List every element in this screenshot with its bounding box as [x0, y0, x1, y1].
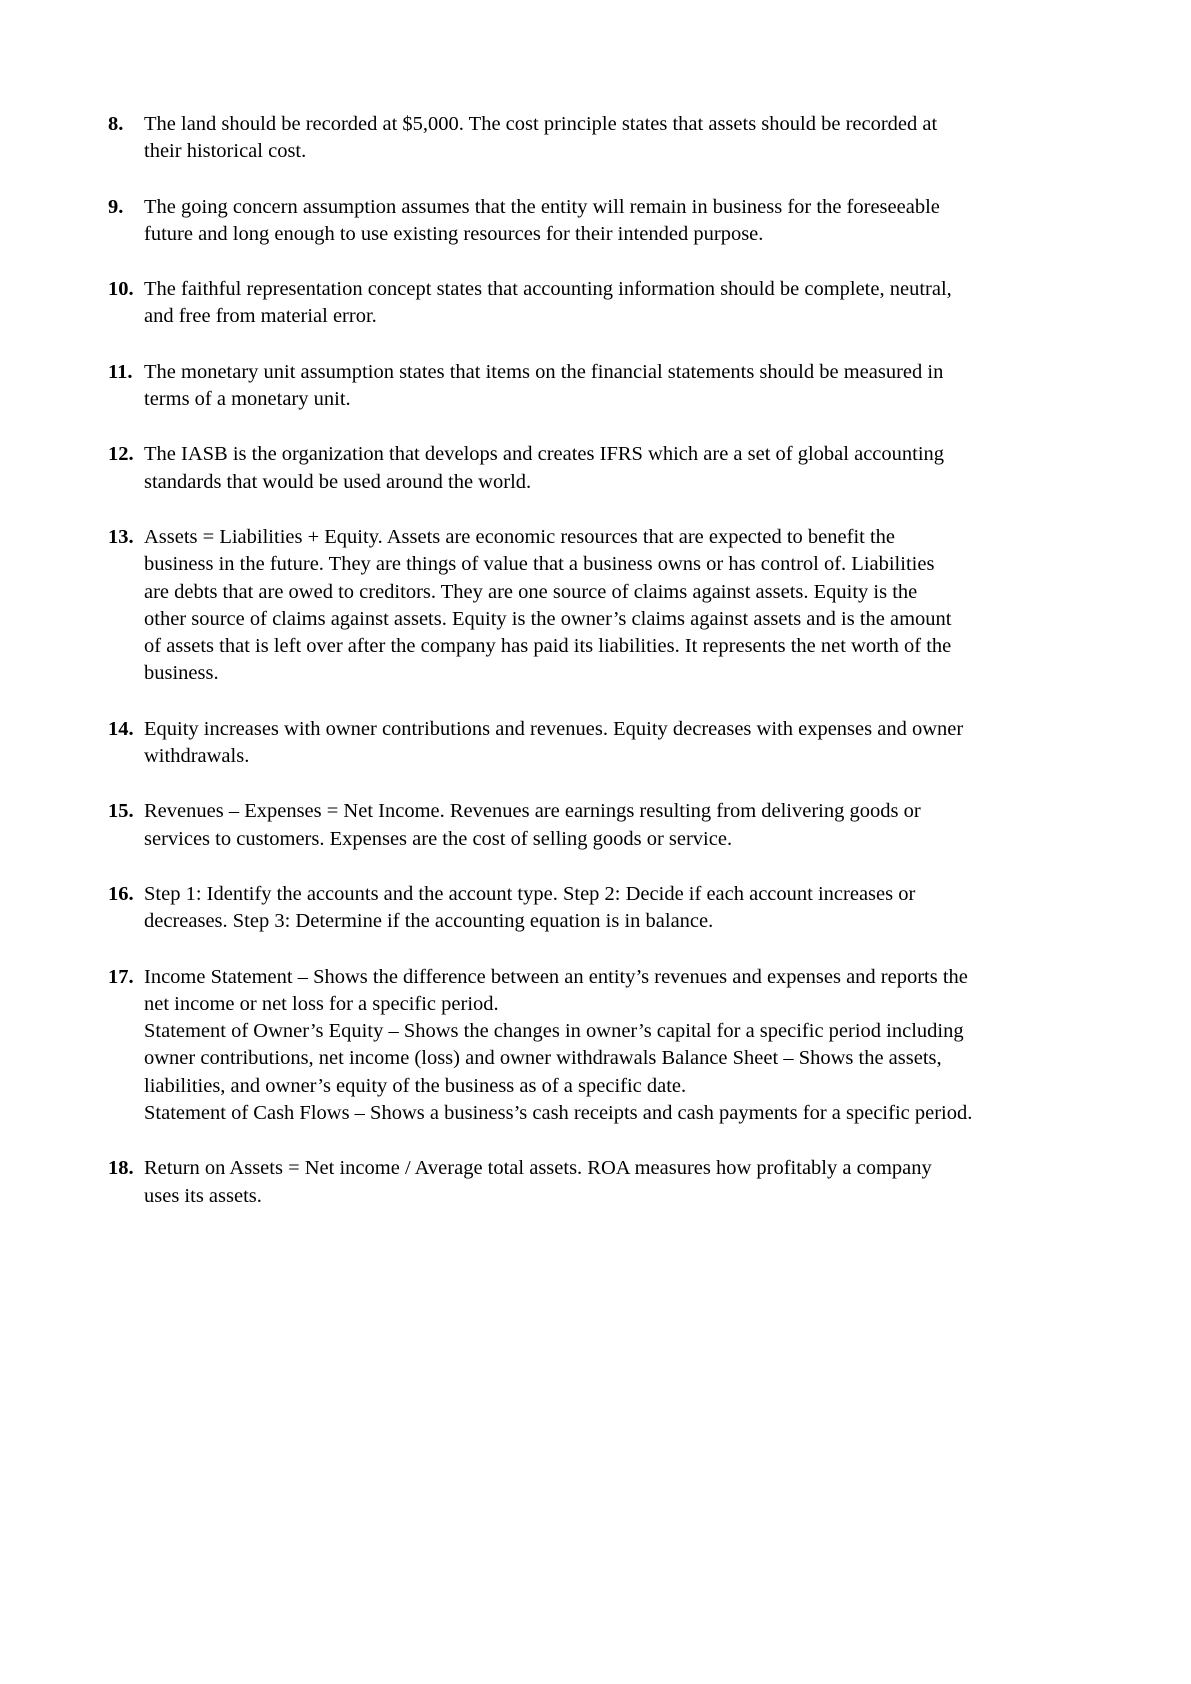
item-text-line: and free from material error.	[144, 305, 377, 328]
answer-item-18	[108, 1155, 1138, 1210]
item-text-line: business.	[144, 662, 219, 685]
item-text-line: owner contributions, net income (loss) and owner withdrawals Balance Sheet – Shows the assets,	[144, 1047, 942, 1070]
item-text-line: The going concern assumption assumes that the entity will remain in business for the foreseeable	[144, 195, 940, 218]
item-number: 17.	[108, 965, 134, 988]
item-text-line: services to customers. Expenses are the cost of selling goods or service.	[144, 827, 733, 850]
item-text-line: Equity increases with owner contributions and revenues. Equity decreases with expenses and owner	[144, 717, 964, 740]
item-text-line: standards that would be used around the world.	[144, 470, 532, 493]
answer-item-9	[108, 194, 1138, 249]
answer-item-17	[108, 964, 1138, 1128]
answer-item-10	[108, 276, 1138, 331]
item-text-line: business in the future. They are things of value that a business owns or has control of. Liabilities	[144, 553, 935, 576]
item-number: 12.	[108, 443, 134, 466]
item-text-line: Statement of Cash Flows – Shows a business’s cash receipts and cash payments for a specific period.	[144, 1102, 973, 1125]
item-number: 10.	[108, 278, 134, 301]
item-text-line: their historical cost.	[144, 140, 307, 163]
answer-item-16	[108, 881, 1138, 936]
item-text-line: Assets = Liabilities + Equity. Assets are economic resources that are expected to benefit the	[144, 525, 896, 548]
item-number: 18.	[108, 1157, 134, 1180]
item-number: 15.	[108, 800, 134, 823]
item-text-line: uses its assets.	[144, 1184, 262, 1207]
item-text-line: liabilities, and owner’s equity of the business as of a specific date.	[144, 1074, 687, 1097]
item-text-line: The monetary unit assumption states that items on the financial statements should be measured in	[144, 360, 944, 383]
item-text-line: Income Statement – Shows the difference between an entity’s revenues and expenses and reports the	[144, 965, 968, 988]
item-number: 16.	[108, 882, 134, 905]
item-text-line: Revenues – Expenses = Net Income. Revenues are earnings resulting from delivering goods or	[144, 800, 921, 823]
item-text-line: are debts that are owed to creditors. They are one source of claims against assets. Equity is the	[144, 580, 918, 603]
answer-list	[108, 111, 1138, 1238]
answer-item-14	[108, 716, 1138, 771]
item-number: 13.	[108, 525, 134, 548]
answer-item-15	[108, 798, 1138, 853]
item-text-line: terms of a monetary unit.	[144, 388, 351, 411]
answer-item-13	[108, 524, 1138, 688]
item-text-line: The land should be recorded at $5,000. The cost principle states that assets should be recorded at	[144, 113, 938, 135]
item-text-line: The IASB is the organization that develops and creates IFRS which are a set of global accounting	[144, 443, 945, 466]
item-text-line: Return on Assets = Net income / Average total assets. ROA measures how profitably a company	[144, 1157, 932, 1180]
item-text-line: Step 1: Identify the accounts and the account type. Step 2: Decide if each account increases or	[144, 882, 916, 905]
item-number: 8.	[108, 113, 124, 135]
item-number: 11.	[108, 360, 133, 383]
item-number: 14.	[108, 717, 134, 740]
answer-item-11	[108, 359, 1138, 414]
answer-item-8	[108, 111, 1138, 166]
item-text-line: decreases. Step 3: Determine if the accounting equation is in balance.	[144, 910, 714, 933]
item-text-line: withdrawals.	[144, 745, 250, 768]
item-text-line: The faithful representation concept states that accounting information should be complete, neutral,	[144, 278, 952, 301]
item-number: 9.	[108, 195, 124, 218]
item-text-line: future and long enough to use existing resources for their intended purpose.	[144, 222, 764, 245]
item-text-line: net income or net loss for a specific period.	[144, 992, 499, 1015]
item-text-line: other source of claims against assets. Equity is the owner’s claims against assets and is the amount	[144, 607, 952, 630]
answer-item-12	[108, 441, 1138, 496]
item-text-line: Statement of Owner’s Equity – Shows the changes in owner’s capital for a specific period including	[144, 1020, 964, 1043]
item-text-line: of assets that is left over after the company has paid its liabilities. It represents the net worth of the	[144, 635, 952, 658]
